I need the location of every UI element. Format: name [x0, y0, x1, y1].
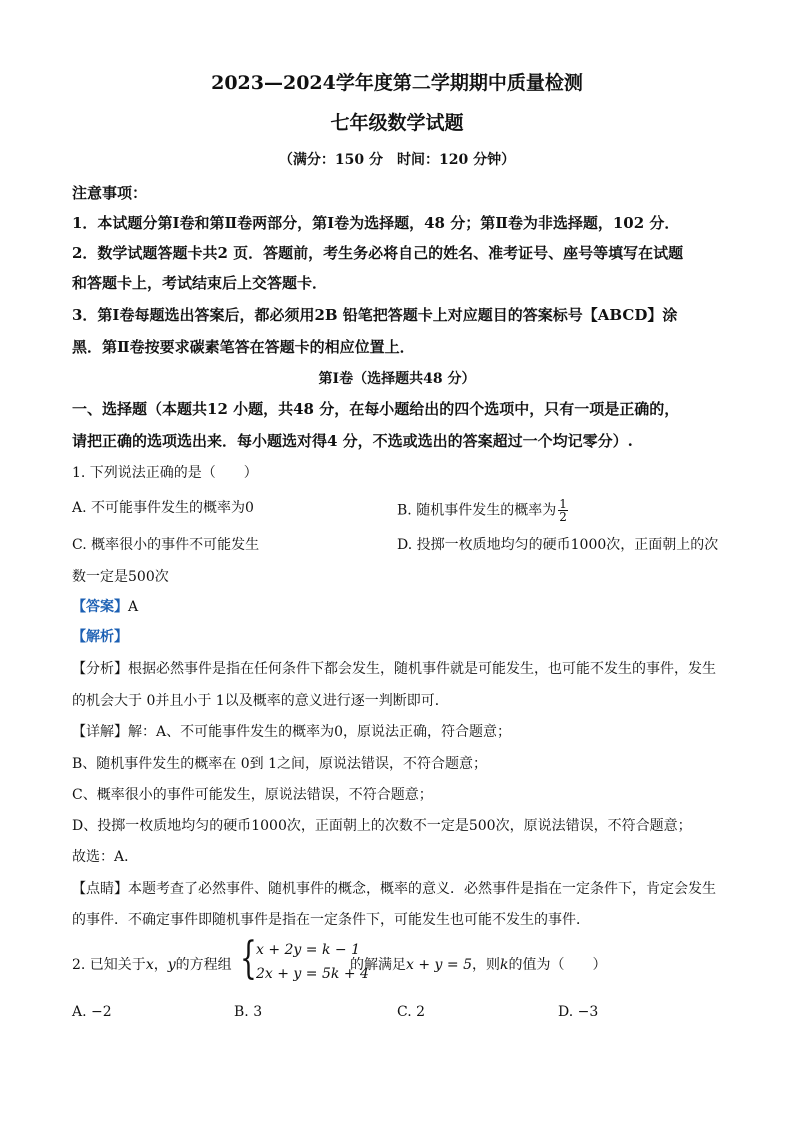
q1-option-d: D. 投掷一枚质地均匀的硬币1000次，正面朝上的次 — [397, 537, 719, 553]
q1-dianjing-a — [72, 879, 716, 899]
note-item-2a: 2．数学试题答题卡共2 页．答题前，考生务必将自己的姓名、准考证号、座号等填写在试题 — [72, 244, 684, 262]
q1-option-b-text: B. 随机事件发生的概率为 — [397, 502, 557, 519]
dianjing-tag: 【点睛】 — [72, 881, 128, 897]
q2-stem-post-text: 的解满足 — [350, 957, 406, 973]
q1-option-c: C. 概率很小的事件不可能发生 — [72, 537, 260, 553]
q2-sep: ， — [153, 957, 168, 973]
note-item-1: 1．本试题分第Ⅰ卷和第Ⅱ卷两部分，第Ⅰ卷为选择题，48 分；第Ⅱ卷为非选择题，102 分． — [72, 214, 680, 232]
q1-option-a: A. 不可能事件发生的概率为0 — [72, 500, 254, 516]
dianjing-text-a: 本题考查了必然事件、随机事件的概念，概率的意义．必然事件是指在一定条件下，肯定会发生 — [128, 881, 716, 897]
equation-2: 2x + y = 5k + 4 — [256, 966, 369, 982]
var-k: k — [499, 957, 509, 973]
q1-xiangjie-c: C、概率很小的事件可能发生，原说法错误，不符合题意； — [72, 787, 433, 803]
q2-option-b: B. 3 — [234, 1004, 263, 1020]
exam-title: 2023—2024学年度第二学期期中质量检测 — [211, 72, 583, 94]
q1-xiangjie-b: B、随机事件发生的概率在 0到 1之间，原说法错误，不符合题意； — [72, 756, 488, 772]
q2-option-a: A. −2 — [72, 1004, 112, 1020]
q1-fenxi-b: 的机会大于 0并且小于 1以及概率的意义进行逐一判断即可． — [72, 693, 449, 709]
analysis-tag: 【解析】 — [72, 629, 128, 645]
condition: x + y = 5 — [406, 957, 472, 973]
q2-option-d: D. −3 — [558, 1004, 599, 1020]
section-intro-a: 一、选择题（本题共12 小题，共48 分，在每小题给出的四个选项中，只有一项是正确的， — [72, 400, 680, 418]
var-y: y — [167, 957, 176, 973]
xiangjie-text-a: 解：A、不可能事件发生的概率为0，原说法正确，符合题意； — [128, 724, 512, 740]
fenxi-text-a: 根据必然事件是指在任何条件下都会发生，随机事件就是可能发生，也可能不发生的事件，发生 — [128, 661, 716, 677]
note-item-3b: 黑．第Ⅱ卷按要求碳素笔答在答题卡的相应位置上． — [72, 338, 415, 356]
q1-xiangjie-e: 故选：A． — [72, 849, 139, 865]
fraction-numerator: 1 — [559, 497, 567, 511]
answer-value: A — [128, 599, 139, 615]
q1-analysis — [72, 627, 128, 647]
note-item-2b: 和答题卡上，考试结束后上交答题卡． — [72, 274, 328, 292]
q1-option-b — [397, 498, 570, 523]
left-brace: { — [240, 933, 257, 984]
q2-stem-post2: ，则 — [471, 957, 500, 973]
q2-stem-end: 的值为（ ） — [508, 957, 607, 973]
note-item-3a: 3．第Ⅰ卷每题选出答案后，都必须用2B 铅笔把答题卡上对应题目的答案标号【ABCD】涂 — [72, 306, 678, 324]
notes-heading: 注意事项： — [72, 184, 148, 202]
q1-answer — [72, 597, 138, 617]
fenxi-tag: 【分析】 — [72, 661, 128, 677]
q1-xiangjie-d: D、投掷一枚质地均匀的硬币1000次，正面朝上的次数不一定是500次，原说法错误，不符合题意； — [72, 818, 692, 834]
answer-tag: 【答案】 — [72, 599, 128, 615]
q1-option-d-cont: 数一定是500次 — [72, 569, 169, 585]
q1-fenxi-a — [72, 659, 716, 679]
q2-stem-start: 2. 已知关于 — [72, 957, 146, 973]
q2-option-c: C. 2 — [397, 1004, 426, 1020]
fraction — [558, 498, 568, 523]
equation-1: x + 2y = k − 1 — [256, 942, 360, 958]
exam-meta: （满分：150 分 时间：120 分钟） — [278, 152, 516, 168]
exam-subtitle: 七年级数学试题 — [330, 112, 464, 134]
fraction-denominator: 2 — [559, 510, 567, 524]
var-x: x — [145, 957, 154, 973]
q1-stem: 1. 下列说法正确的是（ ） — [72, 465, 258, 481]
q1-dianjing-b: 的事件．不确定事件即随机事件是指在一定条件下，可能发生也可能不发生的事件． — [72, 912, 590, 928]
section-intro-b: 请把正确的选项选出来．每小题选对得4 分，不选或选出的答案超过一个均记零分）. — [72, 432, 633, 450]
q2-stem-mid: 的方程组 — [175, 957, 232, 973]
q2-stem-pre — [72, 955, 232, 975]
xiangjie-tag: 【详解】 — [72, 724, 128, 740]
section-heading: 第Ⅰ卷（选择题共48 分） — [318, 371, 476, 387]
q1-xiangjie-a — [72, 722, 511, 742]
q2-stem-post — [350, 955, 606, 975]
